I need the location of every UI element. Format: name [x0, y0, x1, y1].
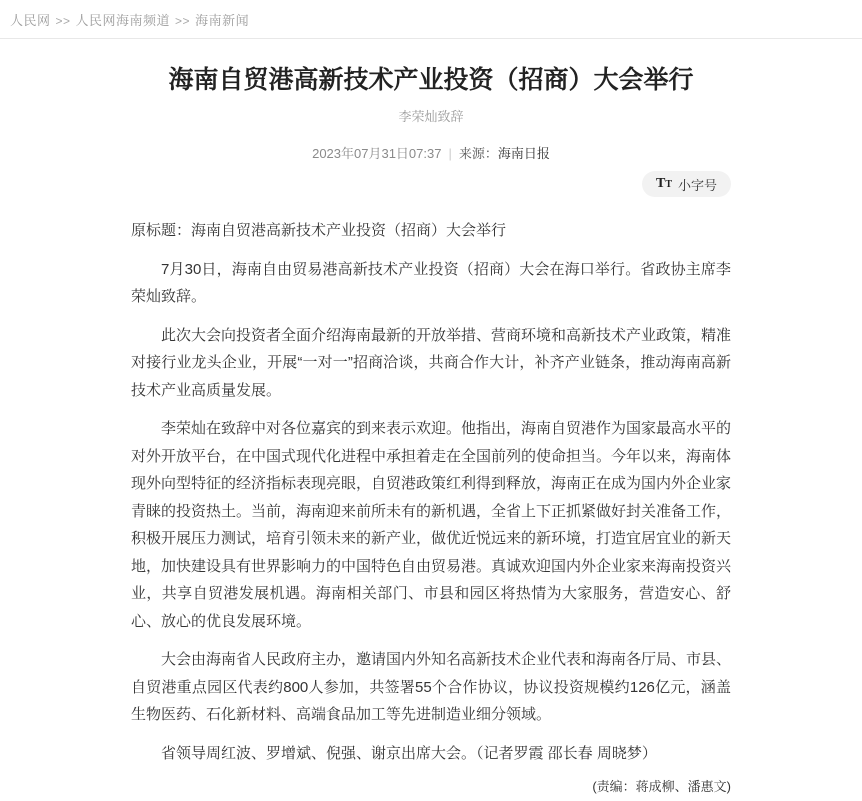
article-meta-line	[131, 143, 731, 162]
breadcrumb-separator: >>	[55, 14, 71, 28]
breadcrumb-link-hainan-news[interactable]: 海南新闻	[195, 13, 250, 28]
publish-datetime: 2023年07月31日07:37	[312, 146, 442, 162]
original-title-line: 原标题：海南自贸港高新技术产业投资（招商）大会举行	[131, 222, 507, 240]
article-subtitle: 李荣灿致辞	[398, 109, 464, 125]
article-paragraph: 此次大会向投资者全面介绍海南最新的开放举措、营商环境和高新技术产业政策，精准对接行业龙头企业，开展“一对一”招商洽谈，共商合作大计，补齐产业链条，推动海南高新技术产业高质量发展。	[131, 326, 732, 399]
article-paragraphs	[131, 256, 731, 768]
article-toolbar	[131, 171, 731, 197]
breadcrumb-separator: >>	[175, 14, 191, 28]
breadcrumb-link-peoples-daily[interactable]: 人民网	[10, 13, 51, 28]
article-container	[131, 65, 731, 801]
editor-credit: (责编：蒋成柳、潘惠文)	[592, 779, 731, 795]
meta-divider: |	[448, 146, 452, 162]
font-size-button[interactable]	[642, 171, 731, 197]
article-paragraph: 省领导周红波、罗增斌、倪强、谢京出席大会。（记者罗霞 邵长春 周晓梦）	[161, 744, 657, 762]
font-size-icon: T T	[655, 176, 672, 192]
article-paragraph: 大会由海南省人民政府主办，邀请国内外知名高新技术企业代表和海南各厅局、市县、自贸港重点园区代表约800人参加，共签署55个合作协议，协议投资规模约126亿元，涵盖生物医药、石化新材料、高端食品加工等先进制造业细分领域。	[131, 651, 732, 724]
header-divider	[0, 38, 862, 39]
source-label: 来源：	[458, 146, 498, 162]
page-title: 海南自贸港高新技术产业投资（招商）大会举行	[168, 66, 694, 94]
article-paragraph: 7月30日，海南自由贸易港高新技术产业投资（招商）大会在海口举行。省政协主席李荣灿致辞。	[131, 260, 731, 306]
source-link[interactable]: 海南日报	[497, 146, 550, 162]
article-paragraph: 李荣灿在致辞中对各位嘉宾的到来表示欢迎。他指出，海南自贸港作为国家最高水平的对外开放平台，在中国式现代化进程中承担着走在全国前列的使命担当。今年以来，海南体现外向型特征的经济指标表现亮眼，自贸港政策红利得到释放，海南正在成为国内外企业家青睐的投资热土。当前，海南迎来前所未有的新机遇，全省上下正抓紧做好封关准备工作，积极开展压力测试，培育引领未来的新产业，做优近悦远来的新环境，打造宜居宜业的新天地，加快建设具有世界影响力的中国特色自由贸易港。真诚欢迎国内外企业家来海南投资兴业，共享自贸港发展机遇。海南相关部门、市县和园区将热情为大家服务，营造安心、舒心、放心的优良发展环境。	[131, 420, 732, 630]
article-body	[131, 217, 731, 801]
breadcrumb-link-hainan-channel[interactable]: 人民网海南频道	[75, 13, 171, 28]
breadcrumb	[0, 0, 862, 38]
font-size-button-label: 小字号	[677, 177, 717, 193]
